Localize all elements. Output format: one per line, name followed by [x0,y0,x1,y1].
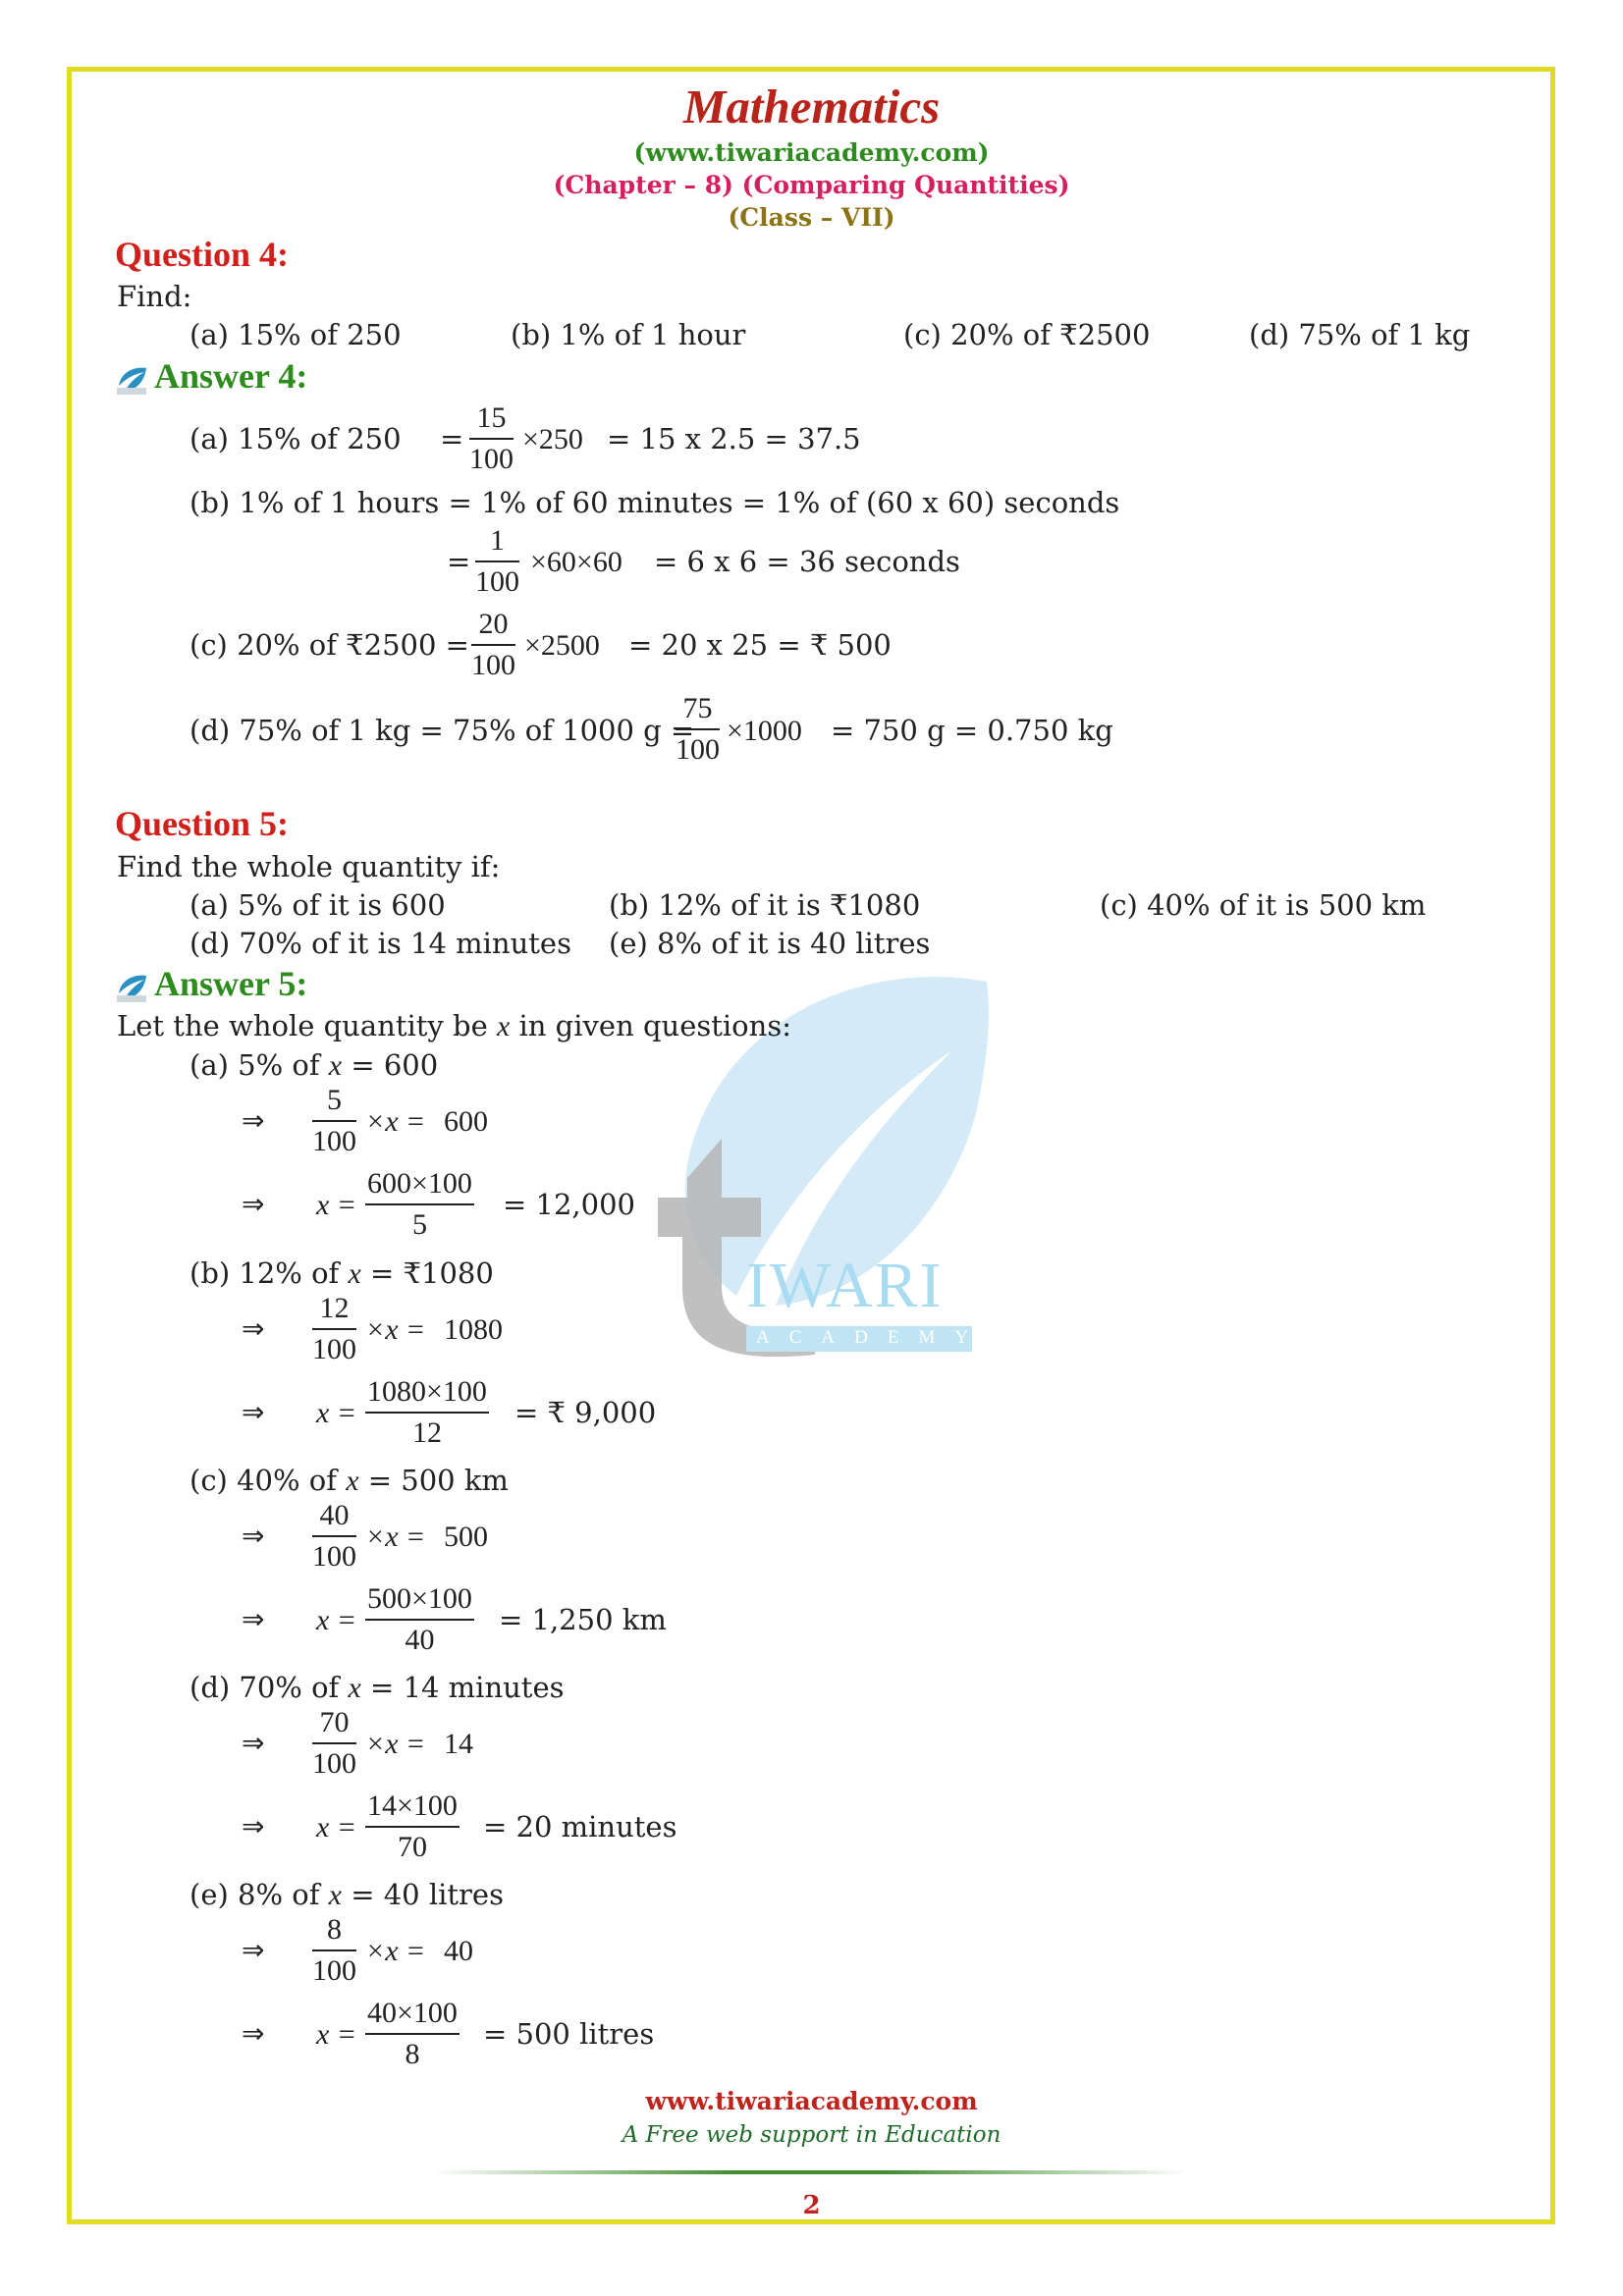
implies-arrow: ⇒ [242,1312,265,1345]
step2-fraction [365,1789,460,1864]
answer-icon [115,972,148,1003]
times-x-equals: ×x = [365,1313,426,1346]
x-equals: x = [316,1604,357,1636]
denominator: 100 [475,565,519,598]
step1-rhs: 40 [444,1935,473,1967]
question-5-part-a: (a) 5% of it is 600 [189,888,446,922]
denominator: 100 [312,1333,356,1365]
step2-result: = 20 minutes [483,1810,677,1843]
answer-5-label: Answer 5: [154,964,308,1003]
implies-arrow: ⇒ [242,2017,265,2050]
header-chapter: (Chapter – 8) (Comparing Quantities) [553,171,1070,199]
step2-result: = ₹ 9,000 [514,1396,657,1429]
step1-fraction [312,1292,356,1366]
answer-4b-fraction [475,524,519,599]
numerator: 40 [312,1499,356,1537]
question-4-heading: Question 4: [115,235,290,274]
variable-x: x [328,1879,342,1911]
statement-pre: (d) 70% of [189,1671,340,1704]
answer-5-item-statement [189,1048,438,1083]
step1-fraction [312,1084,356,1158]
answer-4c-lhs: (c) 20% of ₹2500 = [189,628,469,662]
answer-5-item-statement [189,1256,494,1291]
step2-fraction [365,1582,474,1657]
question-4-part-c: (c) 20% of ₹2500 [903,318,1151,351]
implies-arrow: ⇒ [242,1188,265,1220]
step2-result: = 500 litres [483,2017,655,2051]
denominator: 100 [312,1125,356,1157]
numerator: 500×100 [365,1582,474,1621]
watermark-text: IWARI [746,1250,944,1321]
footer-tagline: A Free web support in Education [622,2122,1001,2148]
numerator: 14×100 [365,1789,460,1828]
denominator: 100 [312,1747,356,1780]
times-x-equals: ×x = [365,1935,426,1967]
question-4-part-d: (d) 75% of 1 kg [1249,318,1471,351]
variable-x: x [348,1257,361,1290]
numerator: 5 [312,1084,356,1122]
answer-4-label: Answer 4: [154,356,308,396]
numerator: 75 [676,692,720,730]
denominator: 100 [676,733,720,766]
variable-x: x [346,1465,359,1497]
footer-divider [432,2170,1188,2174]
answer-5-heading [115,963,307,1004]
answer-4a-result: = 15 x 2.5 = 37.5 [607,422,861,455]
statement-pre: (c) 40% of [189,1464,337,1497]
answer-4d-times: ×1000 [727,715,802,747]
denominator: 100 [471,649,515,681]
answer-4a-times: ×250 [522,423,583,455]
answer-4a-lhs: (a) 15% of 250 [189,422,402,455]
header-class: (Class – VII) [728,203,895,232]
x-equals: x = [316,1397,357,1429]
step1-rhs: 600 [444,1105,488,1138]
answer-4b-line1: (b) 1% of 1 hours = 1% of 60 minutes = 1% of (60 x 60) seconds [189,486,1120,519]
statement-post: = ₹1080 [370,1256,494,1290]
step2-result: = 1,250 km [499,1603,667,1636]
question-5-part-b: (b) 12% of it is ₹1080 [609,888,921,922]
answer-5-intro [117,1009,791,1043]
numerator: 40×100 [365,1997,460,2035]
answer-4a-fraction [469,401,514,476]
answer-4d-result: = 750 g = 0.750 kg [831,714,1113,747]
question-4-prompt: Find: [117,280,192,313]
answer-4c-result: = 20 x 25 = ₹ 500 [628,628,892,662]
numerator: 8 [312,1913,356,1951]
answer-4b-times: ×60×60 [530,546,622,578]
variable-x: x [496,1010,511,1042]
answer-5-item-statement [189,1878,504,1912]
statement-post: = 40 litres [351,1878,504,1911]
header-website: (www.tiwariacademy.com) [633,138,990,167]
answer-5-item-statement [189,1464,509,1498]
question-5-part-d: (d) 70% of it is 14 minutes [189,927,571,960]
question-5-part-e: (e) 8% of it is 40 litres [609,927,931,960]
implies-arrow: ⇒ [242,1603,265,1635]
x-equals: x = [316,1189,357,1221]
question-5-heading: Question 5: [115,804,290,843]
implies-arrow: ⇒ [242,1934,265,1966]
denominator: 100 [312,1540,356,1573]
answer-4c-times: ×2500 [524,629,600,662]
answer-4b-equals: = [447,545,471,578]
implies-arrow: ⇒ [242,1104,265,1137]
answer-4a-equals: = [440,422,464,455]
step1-fraction [312,1499,356,1574]
answer-icon [115,364,148,396]
page-title: Mathematics [682,80,941,133]
answer-4-heading [115,355,307,397]
intro-text-post: in given questions: [518,1009,791,1042]
statement-post: = 600 [351,1048,439,1082]
step1-rhs: 1080 [444,1313,503,1346]
implies-arrow: ⇒ [242,1727,265,1759]
step1-fraction [312,1706,356,1781]
answer-4d-lhs: (d) 75% of 1 kg = 75% of 1000 g = [189,714,695,747]
step1-rhs: 14 [444,1728,473,1760]
question-5-prompt: Find the whole quantity if: [117,850,501,883]
step1-rhs: 500 [444,1521,488,1553]
answer-4d-fraction [676,692,720,767]
answer-4c-fraction [471,608,515,682]
intro-text-pre: Let the whole quantity be [117,1009,488,1042]
denominator: 8 [405,2038,420,2070]
question-5-part-c: (c) 40% of it is 500 km [1100,888,1427,922]
denominator: 5 [411,1208,427,1241]
denominator: 100 [312,1954,356,1987]
numerator: 1080×100 [365,1375,489,1414]
numerator: 15 [469,401,514,440]
statement-pre: (e) 8% of [189,1878,320,1911]
implies-arrow: ⇒ [242,1520,265,1552]
variable-x: x [348,1672,361,1704]
denominator: 70 [397,1831,427,1863]
answer-4b-result: = 6 x 6 = 36 seconds [654,545,960,578]
implies-arrow: ⇒ [242,1810,265,1842]
statement-post: = 14 minutes [370,1671,565,1704]
footer-url[interactable]: www.tiwariacademy.com [645,2087,978,2115]
numerator: 600×100 [365,1167,474,1205]
times-x-equals: ×x = [365,1521,426,1553]
question-4-part-b: (b) 1% of 1 hour [511,318,746,351]
step2-fraction [365,1167,474,1242]
variable-x: x [328,1049,343,1082]
denominator: 100 [469,443,514,475]
step1-fraction [312,1913,356,1988]
statement-pre: (a) 5% of [189,1048,320,1082]
times-x-equals: ×x = [365,1728,426,1760]
numerator: 20 [471,608,515,646]
numerator: 70 [312,1706,356,1744]
x-equals: x = [316,1811,357,1843]
numerator: 1 [475,524,519,562]
statement-post: = 500 km [367,1464,509,1497]
denominator: 40 [405,1624,435,1656]
step2-fraction [365,1375,489,1450]
times-x-equals: ×x = [365,1105,426,1138]
statement-pre: (b) 12% of [189,1256,340,1290]
step2-result: = 12,000 [503,1188,635,1221]
numerator: 12 [312,1292,356,1330]
step2-fraction [365,1997,460,2071]
denominator: 12 [411,1416,442,1449]
watermark-subtext: ACADEMY [756,1327,989,1348]
implies-arrow: ⇒ [242,1396,265,1428]
page-number: 2 [802,2191,821,2220]
question-4-part-a: (a) 15% of 250 [189,318,402,351]
answer-5-item-statement [189,1671,565,1705]
x-equals: x = [316,2018,357,2051]
